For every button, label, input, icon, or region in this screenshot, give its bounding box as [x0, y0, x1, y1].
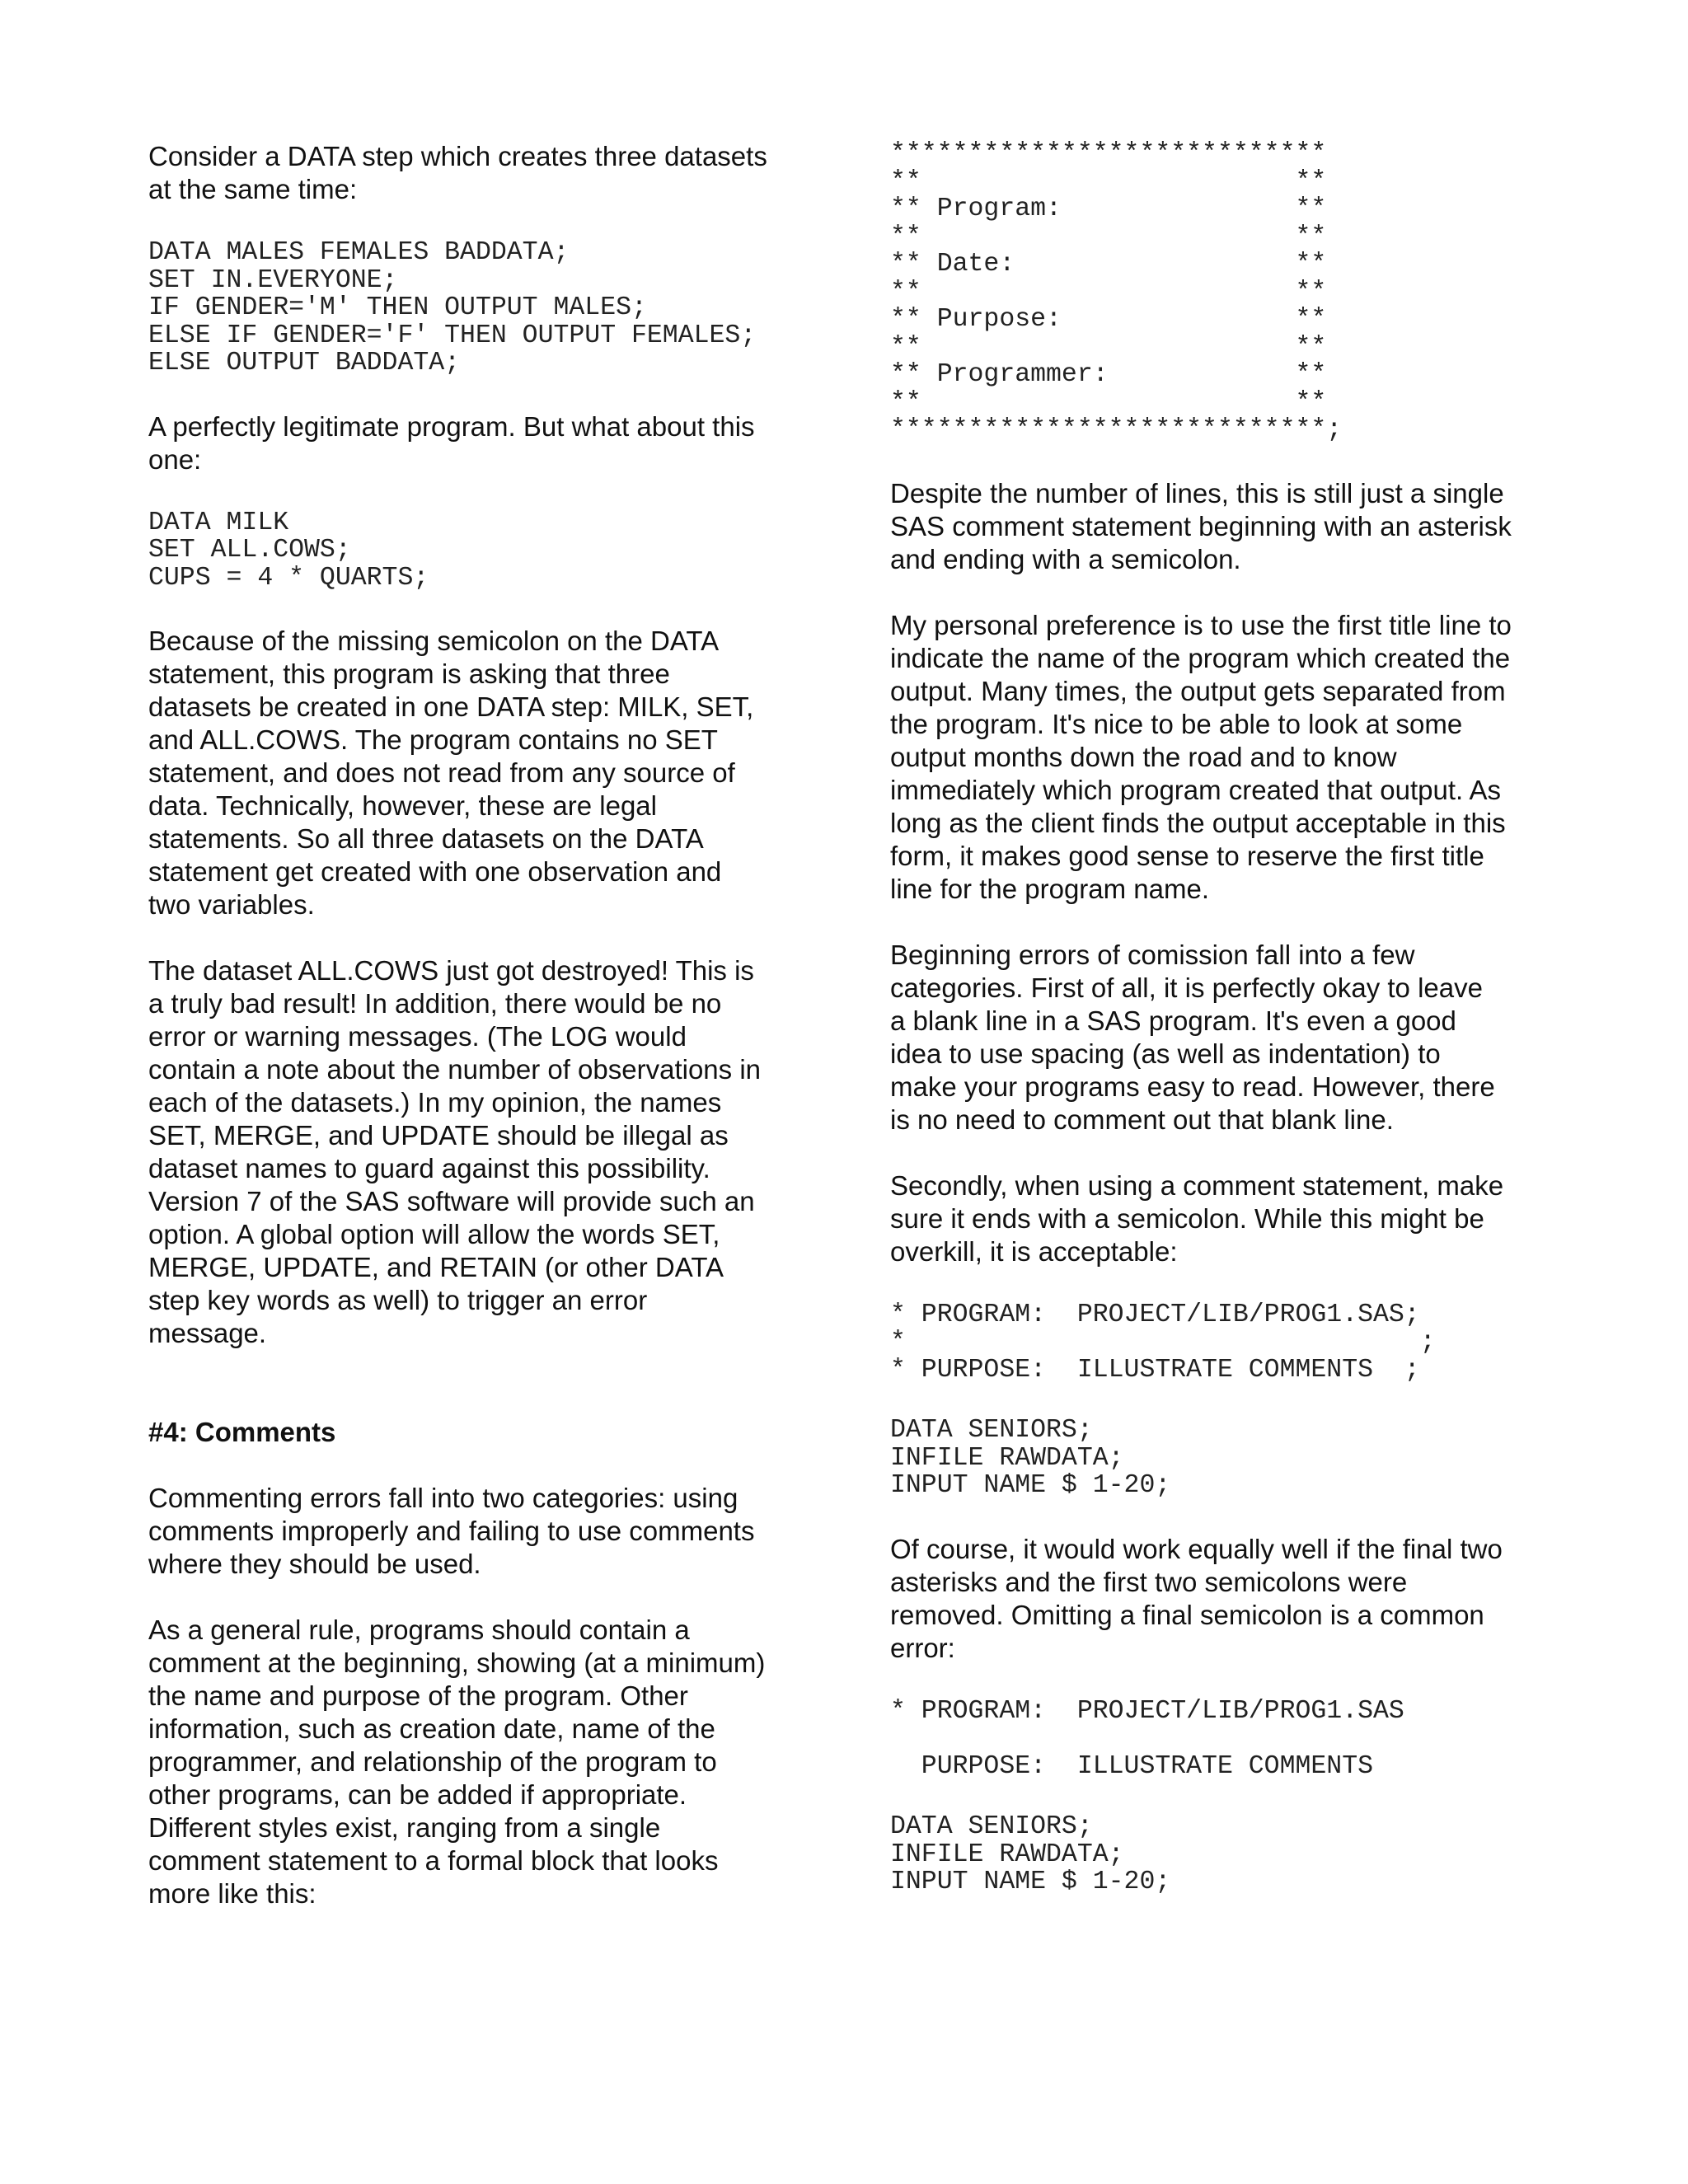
missing-semicolon-paragraph: Because of the missing semicolon on the DATA statement, this program is asking that three datasets be created in one DATA step: MILK, SET, and ALL.COWS. The program contains no SET statement, and does not read from any source of data. Technically, however, these are legal statements. So all three datasets on the DATA statement get created with one observation and two variables.: [148, 626, 754, 920]
code-example-seniors-1: DATA SENIORS; INFILE RAWDATA; INPUT NAME $ 1-20;: [890, 1416, 1171, 1500]
legitimate-program-paragraph: A perfectly legitimate program. But what about this one:: [148, 410, 755, 475]
left-column: [148, 140, 808, 1943]
code-example-data-step: DATA MALES FEMALES BADDATA; SET IN.EVERYONE; IF GENDER='M' THEN OUTPUT MALES; ELSE IF GENDER='F' THEN OUTPUT FEMALES; ELSE OUTPUT BADDATA;: [148, 238, 757, 377]
code-example-milk: DATA MILK SET ALL.COWS; CUPS = 4 * QUARTS;: [148, 508, 429, 593]
dataset-destroyed-paragraph: The dataset ALL.COWS just got destroyed! This is a truly bad result! In addition, there would be no error or warning messages. (The LOG would contain a note about the number of observations in each of the datasets.) In my opinion, the names SET, MERGE, and UPDATE should be illegal as dataset names to guard against this possibility. Version 7 of the SAS software will provide such an option. A global option will allow the words SET, MERGE, UPDATE, and RETAIN (or other DATA step key words as well) to trigger an error message.: [148, 955, 761, 1348]
section-spacer: [148, 1383, 808, 1416]
code-example-comments-semicolon: * PROGRAM: PROJECT/LIB/PROG1.SAS; * ; * PURPOSE: ILLUSTRATE COMMENTS ;: [890, 1300, 1436, 1385]
semicolon-ending-paragraph: Secondly, when using a comment statement, make sure it ends with a semicolon. While this might be overkill, it is acceptable:: [890, 1169, 1504, 1267]
title-line-preference-paragraph: My personal preference is to use the first title line to indicate the name of the program which created the output. Many times, the output gets separated from the program. It's nice to be able to look at some output months down the road and to know immediately which program created that output. As long as the client finds the output acceptable in this form, it makes good sense to reserve the first title line for the program name.: [890, 609, 1512, 904]
code-example-comments-no-semicolon: * PROGRAM: PROJECT/LIB/PROG1.SAS PURPOSE: ILLUSTRATE COMMENTS: [890, 1696, 1404, 1781]
omitting-semicolon-paragraph: Of course, it would work equally well if the final two asterisks and the first two semicolons were removed. Omitting a final semicolon is a common error:: [890, 1533, 1503, 1663]
section-heading-comments: #4: Comments: [148, 1417, 336, 1447]
right-column: [890, 140, 1550, 1929]
code-example-seniors-2: DATA SENIORS; INFILE RAWDATA; INPUT NAME $ 1-20;: [890, 1812, 1171, 1896]
intro-paragraph: Consider a DATA step which creates three datasets at the same time:: [148, 141, 767, 204]
general-rule-paragraph: As a general rule, programs should contain a comment at the beginning, showing (at a minimum) the name and purpose of the program. Other information, such as creation date, name of the programmer, and relationship of the program to other programs, can be added if appropriate. Different styles exist, ranging from a single comment statement to a formal block that looks more like this:: [148, 1615, 766, 1909]
errors-of-comission-paragraph: Beginning errors of comission fall into a few categories. First of all, it is perfectly okay to leave a blank line in a SAS program. It's even a good idea to use spacing (as well as indentation) to make your programs easy to read. However, there is no need to comment out that blank line.: [890, 939, 1495, 1135]
commenting-errors-paragraph: Commenting errors fall into two categories: using comments improperly and failing to use comments where they should be used.: [148, 1483, 755, 1579]
comment-block-example: **************************** ** ** ** Program: ** ** ** ** Date: ** ** ** ** Purpose: ** ** ** ** Programmer: ** ** ** ****************************;: [890, 139, 1343, 444]
single-comment-paragraph: Despite the number of lines, this is still just a single SAS comment statement beginning with an asterisk and ending with a semicolon.: [890, 477, 1512, 574]
